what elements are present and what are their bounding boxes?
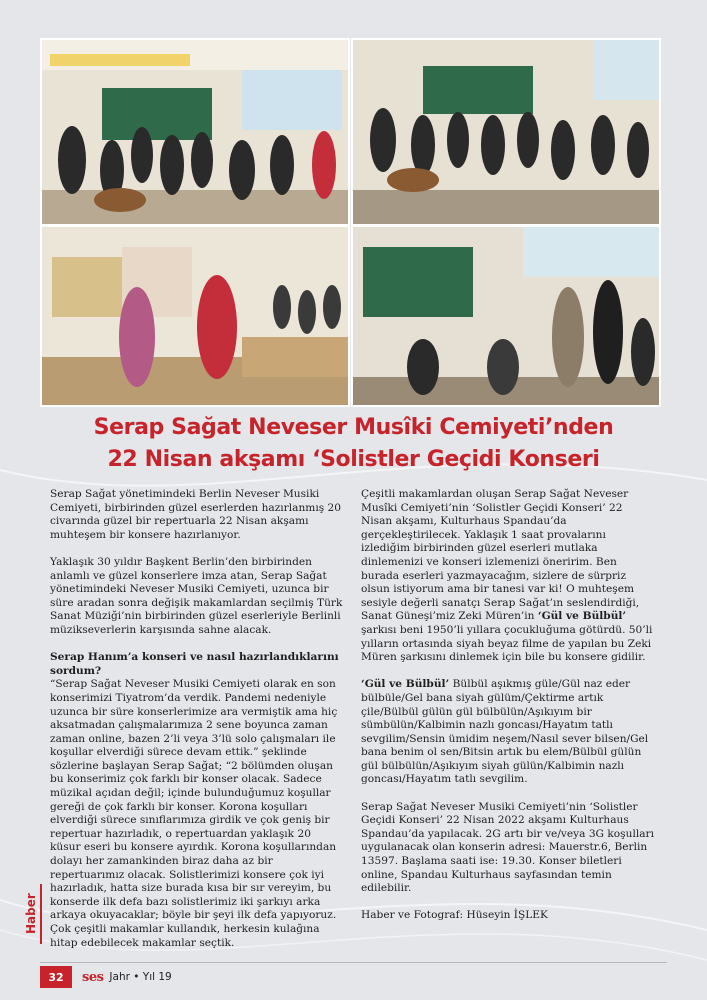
- lyrics-paragraph: [361, 678, 654, 787]
- photo-rehearsal-singers: [351, 225, 661, 407]
- issue-label: Jahr • Yıl 19: [109, 971, 172, 983]
- page-footer: [40, 966, 667, 988]
- title-line-1: Serap Sağat Neveser Musîki Cemiyeti’nden: [93, 415, 614, 440]
- title-line-2: 22 Nisan akşamı ‘Solistler Geçidi Konseri: [107, 447, 600, 472]
- paragraph: “Serap Sağat Neveser Musiki Cemiyeti olarak en son konserimizi Tiyatrom’da verdik. Pandemi nedeniyle uzunca bir süre konserlerimize ara vermiştik ama hiç aksatmadan çalışmalarımıza 2 sene boyunca zaman zaman online, bazen 2’li veya 3’lü solo çalışmaları ile koşullar elverdiği sürece devam ettik.” şeklinde sözlerine başlayan Serap Sağat; “2 bölümden oluşan bu konserimiz çok farklı bir konser olacak. Sadece müzikal açıdan değil; içinde bulunduğumuz koşullar gereği de çok farklı bir konser. Korona koşulları elverdiği sürece sınıflarımıza girdik ve çok geniş bir repertuar hazırladık, o repertuardan yaklaşık 20 küsur eseri bu konsere ayırdık. Korona koşullarından dolayı her zamankinden biraz daha az bir repertuarımız olacak. Solistlerimizi konsere çok iyi hazırladık, hatta size burada kısa bir sır vereyim, bu konserde ilk defa bazı solistlerimiz iki şarkıyı arka arkaya okuyacaklar; böyle bir şeyi ilk defa yapıyoruz. Çok çeşitli makamlar kullandık, herkesin kulağına hitap edebilecek makamlar seçtik.: [50, 678, 338, 949]
- paragraph-text: Çeşitli makamlardan oluşan Serap Sağat Neveser Musîki Cemiyeti’nin ‘Solistler Geçidi Konseri’ 22 Nisan akşamı, Kulturhaus Spandau’da gerçekleştirilecek. Yaklaşık 1 saat provalarını izlediğim birbirinden güzel eserleri mutlaka dinlemenizi ve konseri izlemenizi öneririm. Ben burada eserleri yazmayacağım, sizlere de sürpriz olsun istiyorum ama bir tanesi var ki! O muhteşem sesiyle değerli sanatçı Serap Sağat’ın seslendirdiği, Sanat Güneşi’miz Zeki Müren’in: [361, 488, 640, 623]
- song-title-inline: ‘Gül ve Bülbül’: [537, 610, 627, 623]
- photo-group-classroom-1: [40, 38, 350, 226]
- photo-soloists-singing: [40, 225, 350, 407]
- paragraph: [361, 488, 654, 665]
- page-number: 32: [40, 966, 72, 988]
- paragraph: Yaklaşık 30 yıldır Başkent Berlin’den birbirinden anlamlı ve güzel konserlere imza atan, Serap Sağat yönetimindeki Neveser Musiki Cemiyeti, uzunca bir süre aradan sonra değişik makamlardan seçilmiş Türk Sanat Müziği’nin birbirinden güzel eserleriyle Berlinli müzikseverlerin karşısında sahne alacak.: [50, 555, 343, 636]
- photo-credit: Haber ve Fotograf: Hüseyin İŞLEK: [361, 909, 548, 922]
- interview-question: Serap Hanım’a konseri ve nasıl hazırlandıklarını sordum?: [50, 651, 339, 677]
- section-tag: Haber: [24, 893, 38, 935]
- article-title: [40, 412, 667, 476]
- song-lyrics: Bülbül aşıkmış güle/Gül naz eder bülbüle/Gel bana siyah gülüm/Çektirme artık çile/Bülbül gülün gül bülbülün/Aşıkıyım bir sümbülün/Kalbimin nazlı goncası/Hayatım tatlı sevgilim/Sensin ümidim neşem/Nasıl sever bilsen/Gel bana benim ol sen/Bitsin artık bu elem/Bülbül gülün gül bülbülün/Aşıkıyım siyah gülün/Kalbimin nazlı goncası/Hayatım tatlı sevgilim.: [361, 678, 649, 786]
- article-column-left: [50, 488, 343, 964]
- side-accent-bar: [40, 884, 42, 944]
- article-column-right: [361, 488, 654, 937]
- magazine-logo: ses: [82, 969, 104, 985]
- footer-divider: [40, 962, 667, 963]
- paragraph-text: şarkısı beni 1950’li yıllara çocukluğuma götürdü. 50’li yılların ortasında siyah beyaz filme de yapılan bu Zeki Müren şarkısını dinlemek için bile bu konsere gidilir.: [361, 623, 653, 664]
- paragraph: Serap Sağat Neveser Musiki Cemiyeti’nin ‘Solistler Geçidi Konseri’ 22 Nisan 2022 akşamı Kulturhaus Spandau’da yapılacak. 2G artı bir ve/veya 3G koşulları uygulanacak olan konserin adresi: Mauerstr.6, Berlin 13597. Başlama saati ise: 19.30. Konser biletleri online, Spandau Kulturhaus sayfasından temin edilebilir.: [361, 800, 654, 895]
- paragraph: Serap Sağat yönetimindeki Berlin Neveser Musiki Cemiyeti, birbirinden güzel eserlerden hazırlanmış 20 civarında güzel bir repertuarla 22 Nisan akşamı muhteşem bir konsere hazırlanıyor.: [50, 488, 341, 541]
- song-title: ‘Gül ve Bülbül’: [361, 678, 450, 691]
- photo-group-classroom-2: [351, 38, 661, 226]
